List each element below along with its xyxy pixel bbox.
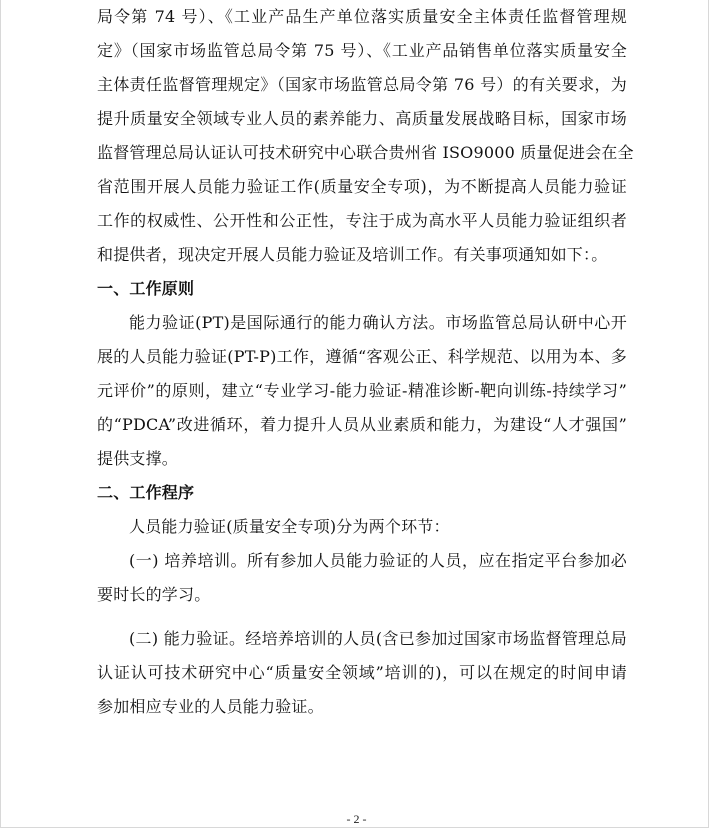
procedure-paragraph: 人员能力验证(质量安全专项)分为两个环节： xyxy=(129,517,450,536)
text-line: (一) 培养培训。所有参加人员能力验证的人员，应在指定平台参加必 xyxy=(129,551,627,570)
text-line: 的“PDCA”改进循环，着力提升人员从业素质和能力，为建设“人才强国” xyxy=(97,415,627,434)
document-body xyxy=(97,0,634,724)
text-line: 主体责任监督管理规定》（国家市场监管总局令第 76 号）的有关要求，为 xyxy=(97,75,627,94)
text-line: (二) 能力验证。经培养培训的人员(含已参加过国家市场监督管理总局 xyxy=(129,629,627,648)
text-line: 局令第 74 号）、《工业产品生产单位落实质量安全主体责任监督管理规 xyxy=(97,7,627,26)
text-line: 能力验证(PT)是国际通行的能力确认方法。市场监管总局认研中心开 xyxy=(129,313,627,332)
step-two-paragraph xyxy=(97,622,627,724)
page-number: - 2 - xyxy=(346,812,367,826)
text-line: 提供支撑。 xyxy=(97,449,179,468)
intro-paragraph xyxy=(97,0,634,272)
text-line: 要时长的学习。 xyxy=(97,585,211,604)
principle-paragraph xyxy=(97,306,627,476)
section-heading-principle: 一、工作原则 xyxy=(97,279,195,298)
text-line: 提升质量安全领域专业人员的素养能力、高质量发展战略目标，国家市场 xyxy=(97,109,627,128)
step-one-paragraph xyxy=(97,544,627,612)
paragraph-spacer xyxy=(97,612,627,622)
text-line: 监督管理总局认证认可技术研究中心联合贵州省 ISO9000 质量促进会在全 xyxy=(97,143,634,162)
text-line: 定》（国家市场监管总局令第 75 号）、《工业产品销售单位落实质量安全 xyxy=(97,41,627,60)
text-line: 参加相应专业的人员能力验证。 xyxy=(97,697,324,716)
text-line: 元评价”的原则，建立“专业学习-能力验证-精准诊断-靶向训练-持续学习” xyxy=(97,381,627,400)
text-line: 认证认可技术研究中心“质量安全领域”培训的)，可以在规定的时间申请 xyxy=(97,663,627,682)
text-line: 展的人员能力验证(PT-P)工作，遵循“客观公正、科学规范、以用为本、多 xyxy=(97,347,627,366)
text-line: 省范围开展人员能力验证工作(质量安全专项)，为不断提高人员能力验证 xyxy=(97,177,627,196)
section-heading-procedure: 二、工作程序 xyxy=(97,483,195,502)
text-line: 工作的权威性、公开性和公正性，专注于成为高水平人员能力验证组织者 xyxy=(97,211,627,230)
text-line: 和提供者，现决定开展人员能力验证及培训工作。有关事项通知如下：。 xyxy=(97,245,608,264)
